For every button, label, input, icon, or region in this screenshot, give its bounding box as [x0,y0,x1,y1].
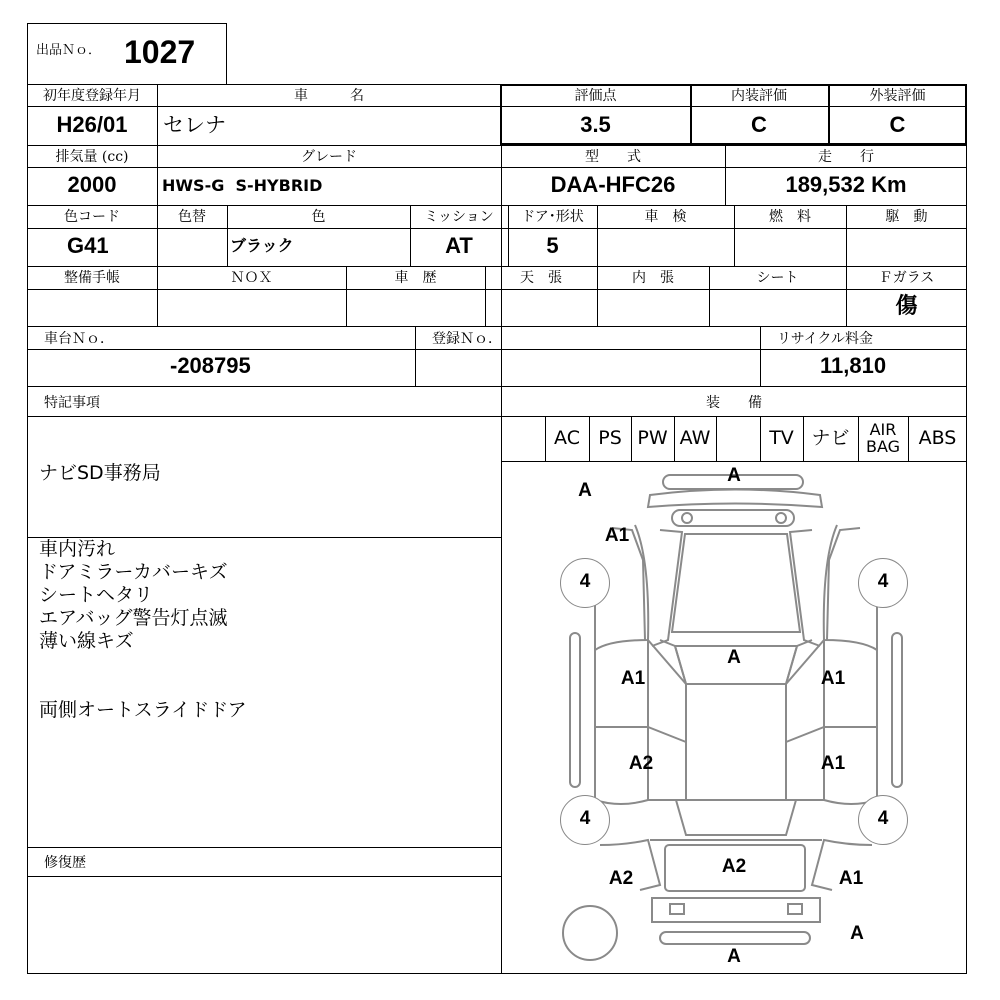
tire-rear-left: 4 [560,795,610,845]
equipment-abs: ABS [918,427,957,449]
tire-front-left: 4 [560,558,610,608]
grade-value: HWS-G S-HYBRID [162,176,323,195]
exterior-label: 外装評価 [869,88,926,104]
tire-front-right: 4 [858,558,908,608]
notes-line: エアバッグ警告灯点滅 [39,607,228,629]
mission-label: ミッション [424,209,494,225]
lot-number: 1027 [124,34,196,70]
drive-label: 駆 動 [885,209,928,225]
notes-line: ナビSD事務局 [39,462,161,484]
color-label: 色 [311,209,326,225]
equipment-ac: AC [554,427,580,449]
mark-rear-left: A2 [608,868,634,889]
exterior-value: C [889,112,906,137]
recycle-value: 11,810 [820,353,887,378]
mileage-value: 189,532 Km [785,172,907,197]
interior-value: C [751,112,767,137]
notes-line: ドアミラーカバーキズ [39,561,228,583]
notes-line: 薄い線キズ [39,630,134,652]
seat-label: シート [756,270,799,286]
maintenance-label: 整備手帳 [64,270,120,286]
mark-rear-bumper-side: A [850,923,864,944]
score-value: 3.5 [580,112,611,137]
name-label: 車 名 [294,88,364,104]
history-label: 車 歴 [394,270,437,286]
inspection-label: 車 検 [644,209,687,225]
equipment-navi: ナビ [811,427,850,449]
fglass-label: Ｆガラス [878,270,935,286]
mark-left-front-door: A1 [620,668,646,689]
year-value: H26/01 [56,112,128,137]
reg-label: 登録Ｎｏ． [432,331,502,347]
equipment-aw: AW [679,427,711,449]
model-value: DAA-HFC26 [550,172,676,197]
fuel-label: 燃 料 [769,209,811,225]
color-code-label: 色コード [64,209,120,225]
name-value: セレナ [163,113,226,137]
color-change-label: 色替 [178,209,206,225]
door-label: ドア･形状 [521,209,584,225]
tire-rear-right: 4 [858,795,908,845]
recycle-label: リサイクル料金 [777,331,874,347]
notes-line: 両側オートスライドドア [39,699,247,721]
mark-top-left: A [578,480,592,501]
mark-rear-bumper: A [727,946,741,967]
mark-rear-right: A1 [838,868,864,889]
displacement-value: 2000 [67,172,117,197]
chassis-label: 車台Ｎｏ． [44,331,114,347]
year-label: 初年度登録年月 [43,88,141,104]
lot-label: 出品Ｎｏ． [36,43,102,58]
roof-label: 天 張 [520,270,562,286]
grade-label: グレード [301,149,357,165]
mark-rear-hatch: A2 [721,856,747,877]
model-label: 型 式 [585,149,641,165]
mark-left-rear-door: A2 [628,753,654,774]
equipment-ps: PS [598,427,622,449]
mark-right-rear-door: A1 [820,753,846,774]
fglass-value: 傷 [895,293,918,319]
equipment-tv: TV [769,427,794,449]
notes-line: 車内汚れ [39,538,116,560]
mark-front-bumper: A [727,465,741,486]
interior-trim-label: 内 張 [632,270,674,286]
mark-roof: A [727,647,741,668]
color-value: ブラック [230,236,294,255]
score-label: 評価点 [574,88,617,104]
notes-line: シートヘタリ [39,584,154,606]
equipment-airbag: AIR BAG [865,420,901,456]
nox-label: ＮＯＸ [230,270,273,286]
mark-hood: A1 [604,525,630,546]
chassis-value: -208795 [170,353,251,378]
equipment-label: 装 備 [706,395,762,411]
door-value: 5 [546,233,559,258]
interior-label: 内装評価 [731,88,787,104]
repair-label: 修復歴 [44,855,86,871]
displacement-label: 排気量 (cc) [55,149,129,165]
color-code-value: G41 [67,233,109,258]
equipment-pw: PW [637,427,668,449]
notes-label: 特記事項 [44,395,100,411]
mileage-label: 走 行 [818,149,874,165]
mark-right-front-door: A1 [820,668,846,689]
mission-value: AT [445,233,473,258]
